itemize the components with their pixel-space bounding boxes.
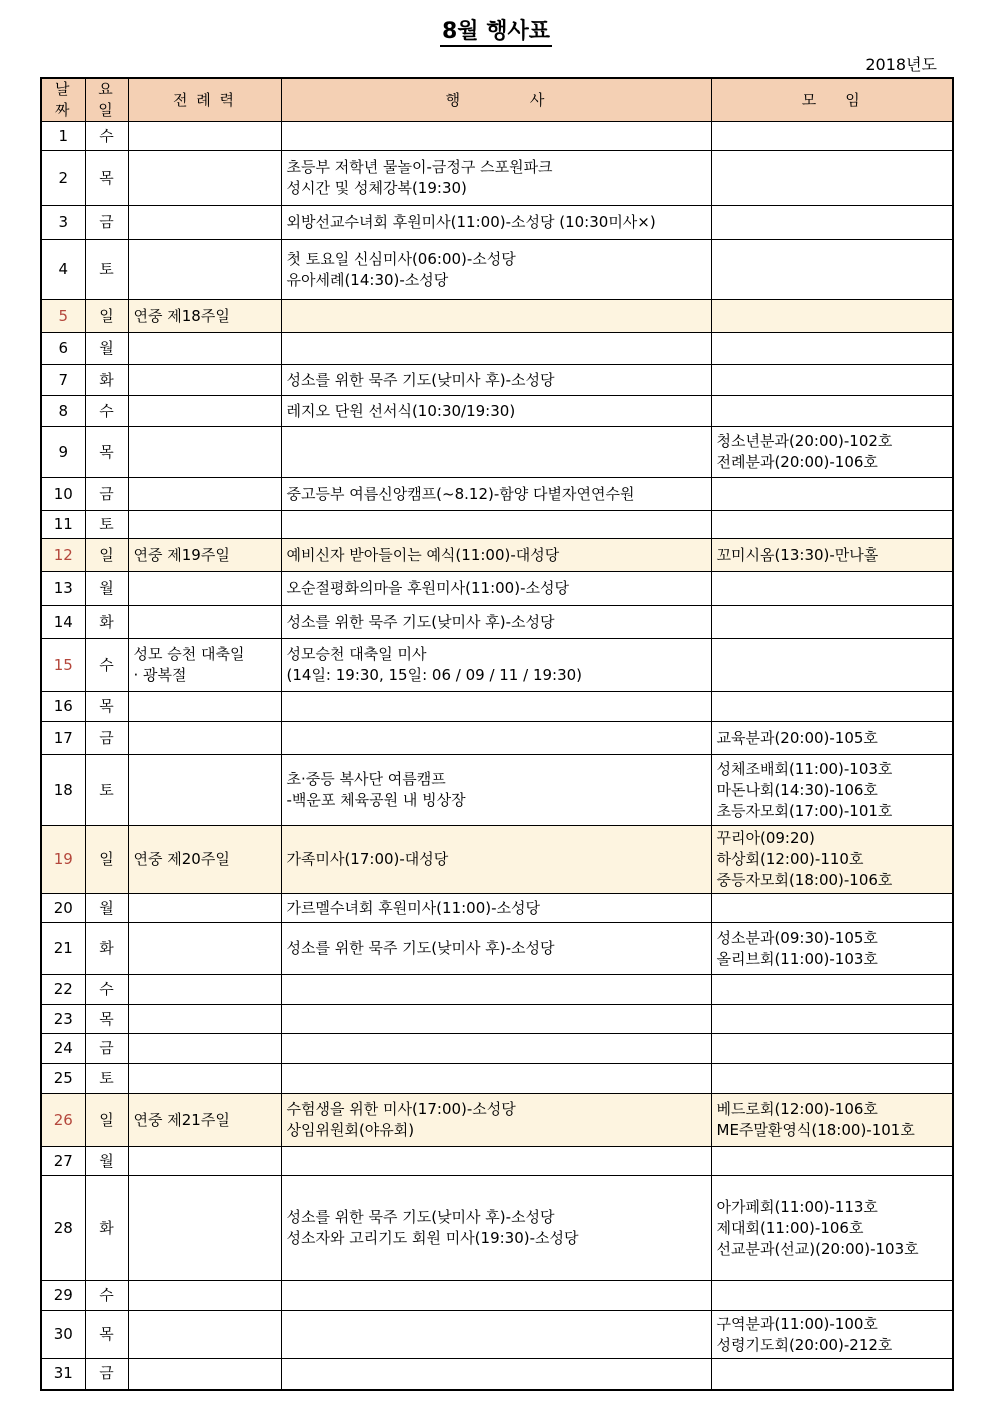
cell-liturgy: [128, 206, 281, 240]
cell-liturgy: [128, 1281, 281, 1311]
header-events: 행 사: [281, 78, 711, 122]
cell-day: 월: [85, 894, 128, 923]
table-row: [41, 1147, 953, 1176]
cell-events: [281, 333, 711, 365]
cell-date: 5: [41, 300, 85, 333]
cell-events: [281, 722, 711, 755]
cell-day: 수: [85, 975, 128, 1005]
cell-day: 금: [85, 722, 128, 755]
cell-meetings: [711, 1034, 953, 1064]
table-row: [41, 1281, 953, 1311]
table-row: [41, 975, 953, 1005]
cell-liturgy: [128, 692, 281, 722]
cell-meetings: [711, 1359, 953, 1390]
cell-events: [281, 975, 711, 1005]
cell-day: 수: [85, 639, 128, 692]
cell-date: 28: [41, 1176, 85, 1281]
cell-date: 15: [41, 639, 85, 692]
cell-liturgy: [128, 1176, 281, 1281]
cell-date: 27: [41, 1147, 85, 1176]
cell-events: 가족미사(17:00)-대성당: [281, 826, 711, 894]
cell-meetings: 꾸리아(09:20) 하상회(12:00)-110호 중등자모회(18:00)-106호: [711, 826, 953, 894]
cell-liturgy: [128, 1005, 281, 1034]
cell-events: [281, 511, 711, 539]
cell-day: 목: [85, 151, 128, 206]
schedule-table: [40, 77, 954, 1391]
cell-date: 7: [41, 365, 85, 396]
cell-meetings: 청소년분과(20:00)-102호 전례분과(20:00)-106호: [711, 427, 953, 478]
cell-events: 첫 토요일 신심미사(06:00)-소성당 유아세례(14:30)-소성당: [281, 240, 711, 300]
table-row: [41, 539, 953, 572]
cell-events: 성소를 위한 묵주 기도(낮미사 후)-소성당: [281, 606, 711, 639]
table-row: [41, 427, 953, 478]
table-header-row: [41, 78, 953, 122]
cell-meetings: 꼬미시옴(13:30)-만나홀: [711, 539, 953, 572]
cell-date: 12: [41, 539, 85, 572]
table-row: [41, 1005, 953, 1034]
page-title: 8월 행사표: [0, 14, 992, 45]
cell-events: [281, 1147, 711, 1176]
cell-date: 17: [41, 722, 85, 755]
cell-events: 성소를 위한 묵주 기도(낮미사 후)-소성당: [281, 923, 711, 975]
cell-meetings: [711, 206, 953, 240]
table-row: [41, 572, 953, 606]
header-day: 요일: [85, 78, 128, 122]
cell-events: [281, 122, 711, 151]
table-row: [41, 894, 953, 923]
table-row: [41, 300, 953, 333]
table-row: [41, 240, 953, 300]
cell-date: 14: [41, 606, 85, 639]
cell-events: 가르멜수녀회 후원미사(11:00)-소성당: [281, 894, 711, 923]
cell-events: [281, 692, 711, 722]
year-label: 2018년도: [865, 55, 937, 74]
cell-liturgy: [128, 975, 281, 1005]
cell-meetings: [711, 1147, 953, 1176]
cell-meetings: 성체조배회(11:00)-103호 마돈나회(14:30)-106호 초등자모회(17:00)-101호: [711, 755, 953, 826]
cell-day: 금: [85, 206, 128, 240]
cell-day: 화: [85, 923, 128, 975]
cell-liturgy: [128, 333, 281, 365]
cell-day: 일: [85, 1094, 128, 1147]
cell-meetings: [711, 333, 953, 365]
cell-day: 목: [85, 1005, 128, 1034]
cell-events: [281, 1005, 711, 1034]
table-body: [41, 122, 953, 1390]
cell-day: 월: [85, 572, 128, 606]
cell-events: 레지오 단원 선서식(10:30/19:30): [281, 396, 711, 427]
cell-day: 월: [85, 333, 128, 365]
cell-liturgy: [128, 151, 281, 206]
cell-date: 30: [41, 1311, 85, 1359]
cell-liturgy: [128, 1034, 281, 1064]
cell-day: 일: [85, 826, 128, 894]
cell-liturgy: [128, 1147, 281, 1176]
cell-events: 성소를 위한 묵주 기도(낮미사 후)-소성당: [281, 365, 711, 396]
cell-day: 금: [85, 1034, 128, 1064]
cell-date: 13: [41, 572, 85, 606]
cell-events: [281, 427, 711, 478]
cell-liturgy: [128, 1064, 281, 1094]
cell-day: 토: [85, 755, 128, 826]
table-row: [41, 692, 953, 722]
table-row: [41, 511, 953, 539]
cell-meetings: 교육분과(20:00)-105호: [711, 722, 953, 755]
table-row: [41, 1176, 953, 1281]
cell-date: 19: [41, 826, 85, 894]
cell-day: 금: [85, 1359, 128, 1390]
table-row: [41, 365, 953, 396]
table-row: [41, 1311, 953, 1359]
cell-day: 일: [85, 300, 128, 333]
cell-liturgy: [128, 1311, 281, 1359]
cell-liturgy: 성모 승천 대축일 · 광복절: [128, 639, 281, 692]
cell-meetings: [711, 122, 953, 151]
cell-events: [281, 1311, 711, 1359]
cell-events: [281, 1359, 711, 1390]
cell-liturgy: [128, 396, 281, 427]
cell-events: 예비신자 받아들이는 예식(11:00)-대성당: [281, 539, 711, 572]
header-date: 날짜: [41, 78, 85, 122]
cell-meetings: [711, 692, 953, 722]
cell-events: 오순절평화의마을 후원미사(11:00)-소성당: [281, 572, 711, 606]
cell-liturgy: [128, 606, 281, 639]
cell-day: 월: [85, 1147, 128, 1176]
header-liturgy: 전 례 력: [128, 78, 281, 122]
cell-date: 8: [41, 396, 85, 427]
cell-meetings: [711, 478, 953, 511]
cell-liturgy: [128, 894, 281, 923]
cell-date: 25: [41, 1064, 85, 1094]
cell-events: [281, 1034, 711, 1064]
cell-day: 화: [85, 606, 128, 639]
cell-liturgy: [128, 572, 281, 606]
table-row: [41, 639, 953, 692]
cell-liturgy: [128, 365, 281, 396]
cell-meetings: [711, 1281, 953, 1311]
cell-date: 11: [41, 511, 85, 539]
cell-meetings: [711, 639, 953, 692]
cell-date: 18: [41, 755, 85, 826]
cell-liturgy: 연중 제20주일: [128, 826, 281, 894]
cell-day: 토: [85, 1064, 128, 1094]
cell-date: 31: [41, 1359, 85, 1390]
cell-day: 토: [85, 511, 128, 539]
table-row: [41, 755, 953, 826]
cell-liturgy: [128, 511, 281, 539]
cell-meetings: [711, 151, 953, 206]
cell-date: 4: [41, 240, 85, 300]
table-row: [41, 122, 953, 151]
cell-meetings: [711, 396, 953, 427]
cell-events: 성소를 위한 묵주 기도(낮미사 후)-소성당 성소자와 고리기도 회원 미사(19:30)-소성당: [281, 1176, 711, 1281]
cell-date: 24: [41, 1034, 85, 1064]
cell-events: [281, 1281, 711, 1311]
cell-liturgy: [128, 122, 281, 151]
cell-date: 3: [41, 206, 85, 240]
cell-day: 화: [85, 1176, 128, 1281]
header-meetings: 모 임: [711, 78, 953, 122]
cell-liturgy: [128, 755, 281, 826]
cell-meetings: [711, 572, 953, 606]
cell-meetings: [711, 240, 953, 300]
cell-events: [281, 1064, 711, 1094]
cell-liturgy: [128, 1359, 281, 1390]
cell-meetings: [711, 511, 953, 539]
cell-day: 수: [85, 396, 128, 427]
table-row: [41, 1034, 953, 1064]
cell-meetings: [711, 365, 953, 396]
cell-meetings: 성소분과(09:30)-105호 올리브회(11:00)-103호: [711, 923, 953, 975]
cell-day: 금: [85, 478, 128, 511]
cell-day: 목: [85, 1311, 128, 1359]
cell-meetings: [711, 300, 953, 333]
cell-liturgy: 연중 제21주일: [128, 1094, 281, 1147]
cell-liturgy: [128, 240, 281, 300]
table-row: [41, 1359, 953, 1390]
cell-events: 수험생을 위한 미사(17:00)-소성당 상임위원회(야유회): [281, 1094, 711, 1147]
table-row: [41, 1064, 953, 1094]
table-row: [41, 478, 953, 511]
table-row: [41, 826, 953, 894]
table-row: [41, 722, 953, 755]
cell-date: 26: [41, 1094, 85, 1147]
cell-meetings: [711, 894, 953, 923]
cell-date: 2: [41, 151, 85, 206]
cell-events: 성모승천 대축일 미사 (14일: 19:30, 15일: 06 / 09 / 11 / 19:30): [281, 639, 711, 692]
table-row: [41, 1094, 953, 1147]
cell-date: 9: [41, 427, 85, 478]
cell-liturgy: [128, 722, 281, 755]
cell-liturgy: 연중 제18주일: [128, 300, 281, 333]
cell-meetings: 구역분과(11:00)-100호 성령기도회(20:00)-212호: [711, 1311, 953, 1359]
table-row: [41, 396, 953, 427]
cell-day: 수: [85, 1281, 128, 1311]
cell-date: 6: [41, 333, 85, 365]
table-row: [41, 606, 953, 639]
cell-day: 일: [85, 539, 128, 572]
table-row: [41, 923, 953, 975]
cell-day: 화: [85, 365, 128, 396]
cell-events: 외방선교수녀회 후원미사(11:00)-소성당 (10:30미사×): [281, 206, 711, 240]
cell-liturgy: [128, 923, 281, 975]
cell-date: 20: [41, 894, 85, 923]
cell-date: 10: [41, 478, 85, 511]
cell-events: 초·중등 복사단 여름캠프 -백운포 체육공원 내 빙상장: [281, 755, 711, 826]
table-row: [41, 151, 953, 206]
cell-day: 수: [85, 122, 128, 151]
table-row: [41, 333, 953, 365]
cell-day: 목: [85, 692, 128, 722]
cell-liturgy: 연중 제19주일: [128, 539, 281, 572]
cell-meetings: 베드로회(12:00)-106호 ME주말환영식(18:00)-101호: [711, 1094, 953, 1147]
cell-meetings: [711, 1064, 953, 1094]
cell-events: 중고등부 여름신앙캠프(~8.12)-함양 다볕자연연수원: [281, 478, 711, 511]
cell-date: 23: [41, 1005, 85, 1034]
cell-date: 1: [41, 122, 85, 151]
cell-meetings: [711, 606, 953, 639]
cell-liturgy: [128, 478, 281, 511]
cell-date: 29: [41, 1281, 85, 1311]
cell-date: 22: [41, 975, 85, 1005]
cell-events: [281, 300, 711, 333]
cell-meetings: 아가페회(11:00)-113호 제대회(11:00)-106호 선교분과(선교)(20:00)-103호: [711, 1176, 953, 1281]
cell-events: 초등부 저학년 물놀이-금정구 스포원파크 성시간 및 성체강복(19:30): [281, 151, 711, 206]
cell-liturgy: [128, 427, 281, 478]
cell-meetings: [711, 975, 953, 1005]
cell-day: 목: [85, 427, 128, 478]
cell-day: 토: [85, 240, 128, 300]
table-row: [41, 206, 953, 240]
cell-date: 21: [41, 923, 85, 975]
cell-meetings: [711, 1005, 953, 1034]
cell-date: 16: [41, 692, 85, 722]
